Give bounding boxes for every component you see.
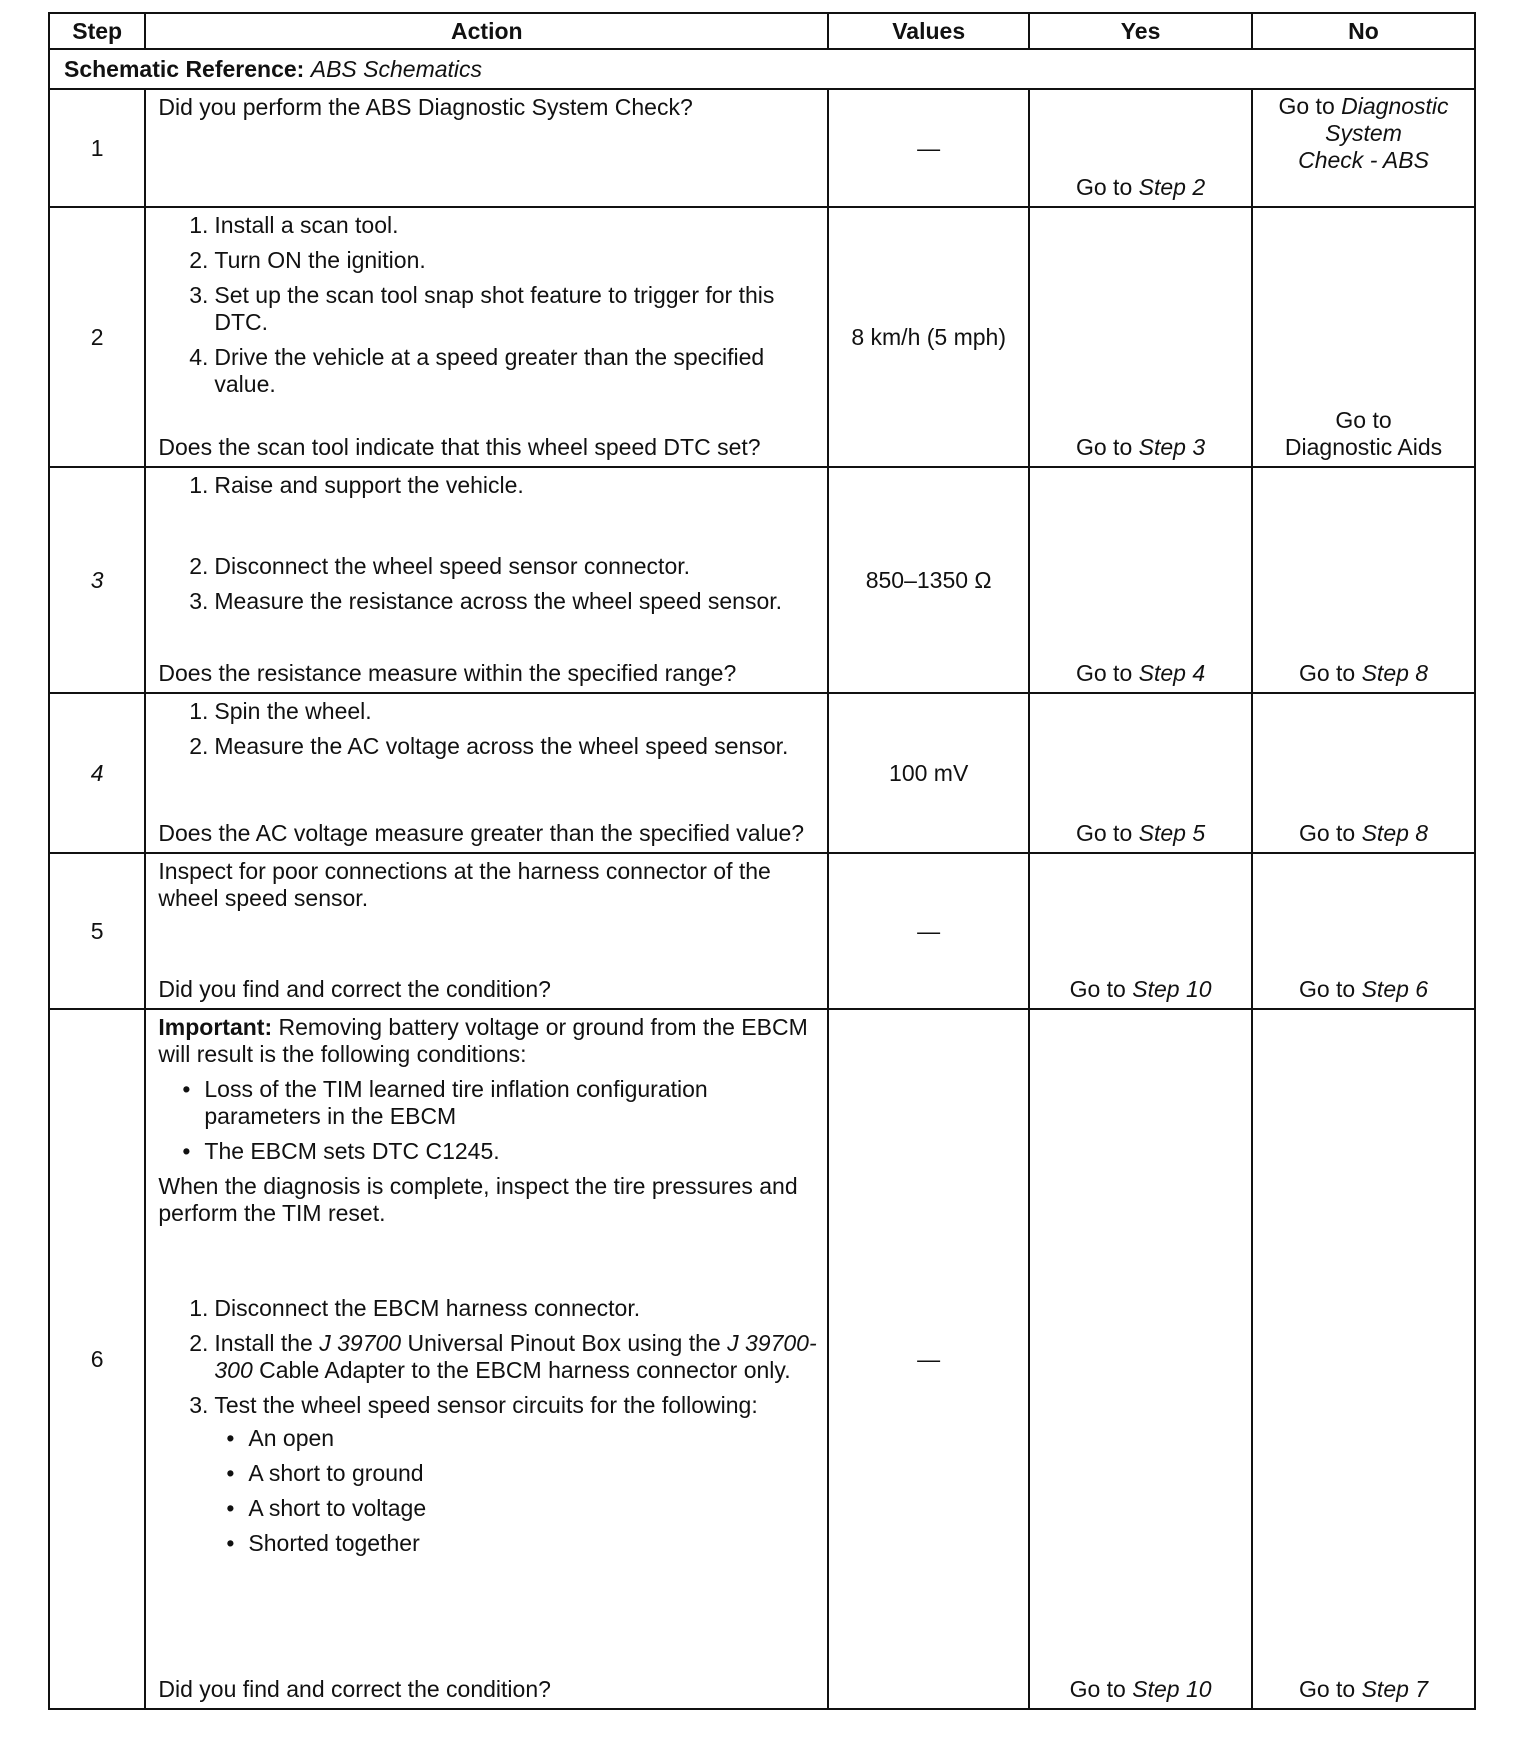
table-row-step-2	[49, 207, 1475, 467]
important-note: Important: Removing battery voltage or ground from the EBCM will result is the following conditions:	[158, 1014, 808, 1067]
step-instruction: Inspect for poor connections at the harness connector of the wheel speed sensor.	[158, 858, 771, 911]
yes-cell	[1029, 693, 1252, 853]
no-link[interactable]: Step 6	[1361, 976, 1429, 1002]
procedure-step: 2 . Measure the AC voltage across the wheel speed sensor.	[158, 733, 817, 760]
action-cell	[145, 853, 828, 1009]
value-cell: 100 mV	[828, 693, 1029, 853]
step-question: Did you perform the ABS Diagnostic System Check?	[158, 94, 693, 120]
table-row-step-3	[49, 467, 1475, 693]
procedure-list	[158, 1295, 817, 1557]
no-prefix: Go to	[1278, 93, 1335, 119]
yes-cell	[1029, 89, 1252, 207]
yes-cell	[1029, 1009, 1252, 1709]
procedure-step: 1 . Install a scan tool.	[158, 212, 817, 239]
table-row-step-5	[49, 853, 1475, 1009]
condition-list	[158, 1076, 817, 1165]
yes-cell	[1029, 467, 1252, 693]
no-cell	[1252, 853, 1475, 1009]
no-cell	[1252, 89, 1475, 207]
yes-prefix: Go to	[1069, 1676, 1126, 1702]
no-link[interactable]: Step 7	[1361, 1676, 1429, 1702]
procedure-step: 3 . Test the wheel speed sensor circuits for the following: • An open • A short to ground • A short to voltage • Shorted together	[158, 1392, 817, 1557]
procedure-step: 2 . Disconnect the wheel speed sensor connector.	[158, 553, 817, 580]
diagnostic-table	[48, 12, 1476, 1710]
yes-cell	[1029, 207, 1252, 467]
table-row-step-1	[49, 89, 1475, 207]
no-link-line2[interactable]: System	[1325, 120, 1402, 146]
yes-prefix: Go to	[1075, 174, 1133, 200]
step-number: 6	[49, 1009, 145, 1709]
tool-link[interactable]: J 39700	[319, 1330, 402, 1356]
header-no: No	[1252, 13, 1475, 49]
list-item: • A short to ground	[214, 1460, 817, 1487]
value-cell: —	[828, 1009, 1029, 1709]
procedure-step: 3 . Set up the scan tool snap shot feature to trigger for this DTC.	[158, 282, 817, 336]
no-link-line1[interactable]: Diagnostic	[1341, 93, 1449, 119]
step-question: Does the scan tool indicate that this wheel speed DTC set?	[158, 434, 761, 460]
yes-prefix: Go to	[1075, 434, 1133, 460]
procedure-list	[158, 212, 817, 398]
yes-prefix: Go to	[1075, 820, 1133, 846]
no-cell	[1252, 1009, 1475, 1709]
no-cell	[1252, 467, 1475, 693]
step-number: 4	[49, 693, 145, 853]
table-row-step-6	[49, 1009, 1475, 1709]
step-question: Does the resistance measure within the specified range?	[158, 660, 737, 686]
action-cell	[145, 467, 828, 693]
schematic-reference	[49, 49, 1475, 89]
action-cell	[145, 1009, 828, 1709]
step-question: Does the AC voltage measure greater than the specified value?	[158, 820, 805, 846]
fault-list	[214, 1425, 817, 1557]
no-cell	[1252, 693, 1475, 853]
action-cell	[145, 207, 828, 467]
no-link-line3[interactable]: Check - ABS	[1298, 147, 1429, 173]
value-cell: 850–1350 Ω	[828, 467, 1029, 693]
step-question: Did you find and correct the condition?	[158, 1676, 551, 1702]
tool-link[interactable]: J 39700-300	[214, 1330, 817, 1383]
procedure-list	[158, 472, 817, 615]
procedure-step: 4 . Drive the vehicle at a speed greater than the specified value.	[158, 344, 817, 398]
value-cell: 8 km/h (5 mph)	[828, 207, 1029, 467]
step-number: 3	[49, 467, 145, 693]
procedure-step: 1 . Disconnect the EBCM harness connector.	[158, 1295, 817, 1322]
step-number: 5	[49, 853, 145, 1009]
procedure-step: 2 . Turn ON the ignition.	[158, 247, 817, 274]
yes-prefix: Go to	[1069, 976, 1126, 1002]
list-item: • The EBCM sets DTC C1245.	[158, 1138, 817, 1165]
header-values: Values	[828, 13, 1029, 49]
step-question: Did you find and correct the condition?	[158, 976, 551, 1002]
procedure-list	[158, 698, 817, 760]
procedure-step: 2 . Install the J 39700 Universal Pinout Box using the J 39700-300 Cable Adapter to the EBCM harness connector only.	[158, 1330, 817, 1384]
no-prefix: Go to	[1335, 407, 1392, 433]
yes-prefix: Go to	[1075, 660, 1133, 686]
action-cell	[145, 89, 828, 207]
no-link[interactable]: Step 8	[1361, 820, 1429, 846]
table-row-step-4	[49, 693, 1475, 853]
procedure-step: 1 . Raise and support the vehicle.	[158, 472, 817, 499]
yes-link[interactable]: Step 4	[1138, 660, 1206, 686]
procedure-step: 3 . Measure the resistance across the wheel speed sensor.	[158, 588, 817, 615]
no-link[interactable]: Step 8	[1361, 660, 1429, 686]
header-row	[49, 13, 1475, 49]
value-cell: —	[828, 89, 1029, 207]
no-cell	[1252, 207, 1475, 467]
header-action: Action	[145, 13, 828, 49]
no-prefix: Go to	[1298, 820, 1356, 846]
yes-cell	[1029, 853, 1252, 1009]
yes-link[interactable]: Step 3	[1138, 434, 1206, 460]
no-prefix: Go to	[1298, 660, 1356, 686]
step-number: 2	[49, 207, 145, 467]
header-step: Step	[49, 13, 145, 49]
header-yes: Yes	[1029, 13, 1252, 49]
list-item: • Shorted together	[214, 1530, 817, 1557]
procedure-step: 1 . Spin the wheel.	[158, 698, 817, 725]
yes-link[interactable]: Step 5	[1138, 820, 1206, 846]
list-item: • A short to voltage	[214, 1495, 817, 1522]
no-link[interactable]: Diagnostic Aids	[1284, 434, 1443, 460]
step-number: 1	[49, 89, 145, 207]
no-prefix: Go to	[1298, 976, 1356, 1002]
yes-link[interactable]: Step 10	[1132, 976, 1212, 1002]
schematic-reference-link[interactable]: ABS Schematics	[310, 55, 483, 82]
tim-reset-note: When the diagnosis is complete, inspect the tire pressures and perform the TIM reset.	[158, 1173, 798, 1226]
list-item: • An open	[214, 1425, 817, 1452]
yes-link[interactable]: Step 2	[1138, 174, 1206, 200]
schematic-reference-row	[49, 49, 1475, 89]
diagnostic-table-page	[48, 12, 1476, 1710]
no-prefix: Go to	[1298, 1676, 1356, 1702]
action-cell	[145, 693, 828, 853]
value-cell: —	[828, 853, 1029, 1009]
schematic-reference-label: Schematic Reference:	[64, 55, 305, 82]
yes-link[interactable]: Step 10	[1132, 1676, 1212, 1702]
list-item: • Loss of the TIM learned tire inflation configuration parameters in the EBCM	[158, 1076, 817, 1130]
